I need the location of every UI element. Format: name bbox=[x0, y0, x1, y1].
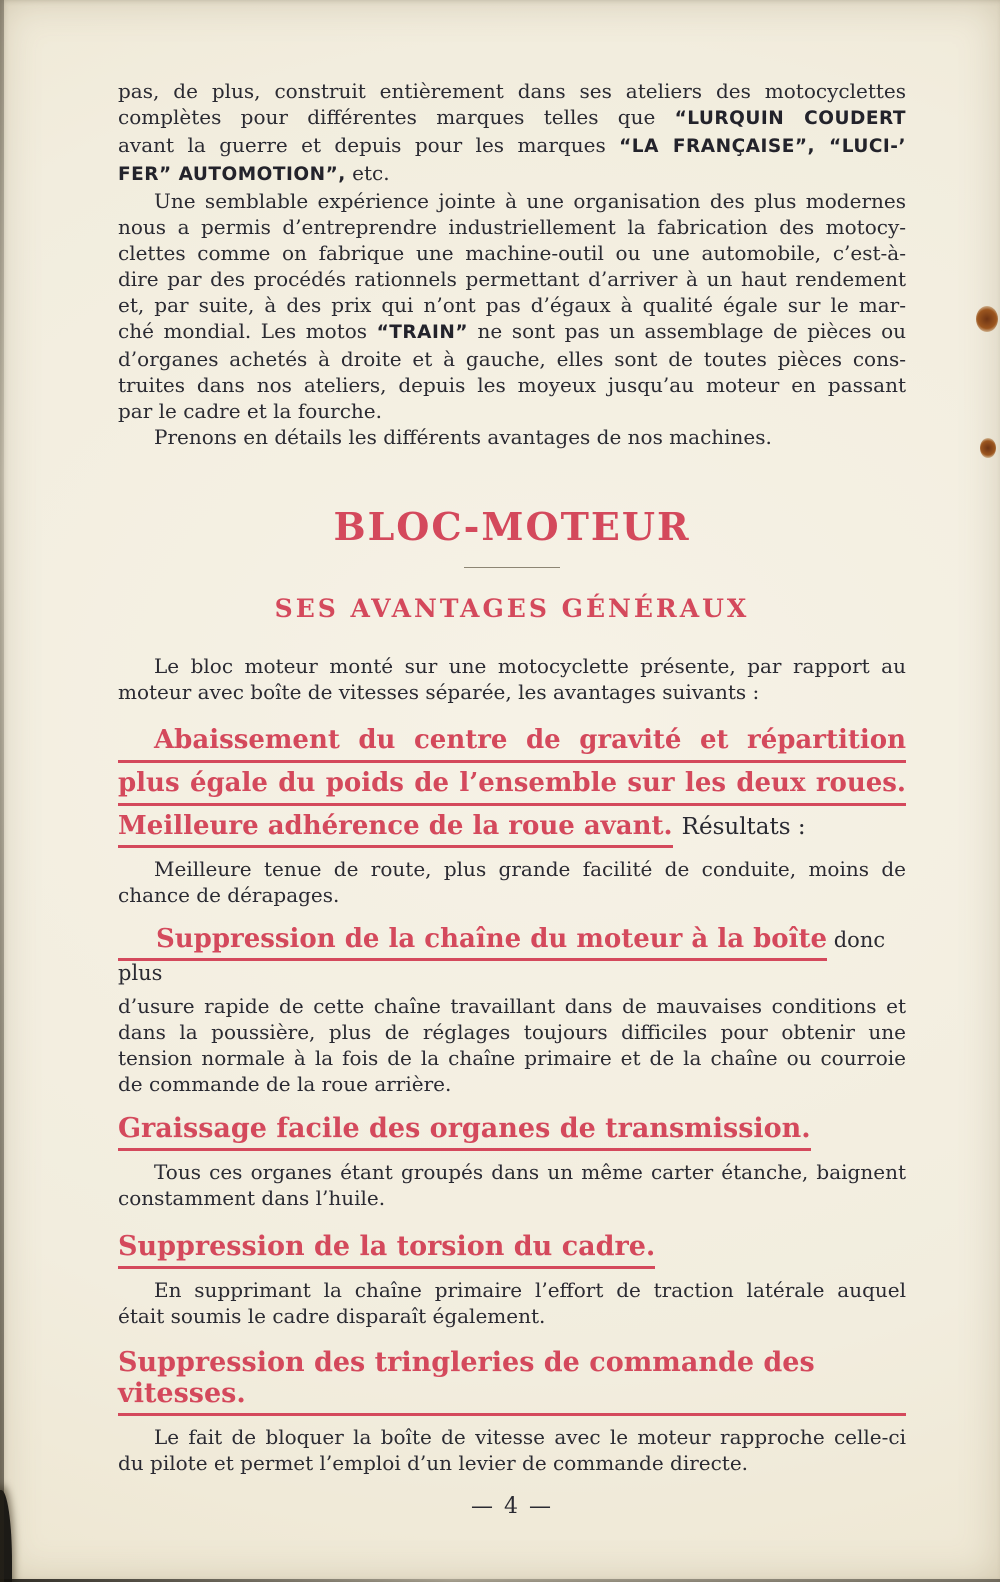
text-line bbox=[118, 132, 906, 160]
page-content bbox=[118, 78, 906, 1519]
text-segment: par le cadre et la fourche. bbox=[118, 399, 382, 423]
text-line bbox=[118, 1424, 906, 1450]
text-segment: Meilleure tenue de route, plus grande facilité de conduite, moins de bbox=[154, 857, 906, 881]
text-segment: ne sont pas un assemblage de pièces ou bbox=[468, 319, 907, 343]
results-label: Résultats : bbox=[681, 814, 806, 840]
text-segment: Une semblable expérience jointe à une organisation des plus modernes bbox=[154, 189, 906, 213]
text-line bbox=[118, 266, 906, 292]
advantage-4-body bbox=[118, 1277, 906, 1329]
advantage-1-heading-line-1: Abaissement du centre de gravité et répartition bbox=[118, 725, 906, 763]
text-line bbox=[118, 346, 906, 372]
advantage-2-heading-red-part: Suppression de la chaîne du moteur à la boîte bbox=[156, 924, 828, 954]
text-line bbox=[118, 993, 906, 1019]
advantage-2-body bbox=[118, 993, 906, 1097]
text-line bbox=[118, 292, 906, 318]
advantage-5-heading-red-part: Suppression des tringleries de commande des vitesses. bbox=[118, 1347, 906, 1416]
section-divider bbox=[464, 567, 560, 568]
text-segment: dire par des procédés rationnels permettant d’arriver à un haut rendement bbox=[118, 267, 906, 291]
text-line bbox=[118, 1277, 906, 1303]
advantage-1-heading-line-2: plus égale du poids de l’ensemble sur les deux roues. bbox=[118, 768, 906, 806]
advantage-2-heading-suffix: donc plus bbox=[118, 928, 886, 985]
text-segment: tension normale à la fois de la chaîne primaire et de la chaîne ou courroie bbox=[118, 1046, 906, 1070]
text-segment: de commande de la roue arrière. bbox=[118, 1072, 452, 1096]
advantage-2-heading bbox=[118, 924, 906, 985]
text-line bbox=[118, 1159, 906, 1185]
text-line bbox=[118, 1450, 906, 1476]
advantage-1-body bbox=[118, 856, 906, 908]
text-line bbox=[118, 1045, 906, 1071]
text-line bbox=[118, 240, 906, 266]
advantage-1-heading bbox=[118, 725, 906, 848]
text-line bbox=[118, 188, 906, 214]
text-segment: d’usure rapide de cette chaîne travaillant dans de mauvaises conditions et bbox=[118, 994, 906, 1018]
text-segment: Prenons en détails les différents avantages de nos machines. bbox=[154, 425, 772, 449]
text-line bbox=[118, 104, 906, 132]
page-number: — 4 — bbox=[471, 1494, 553, 1519]
text-line bbox=[118, 653, 906, 679]
text-segment: complètes pour différentes marques telles que bbox=[118, 105, 675, 129]
text-segment: et, par suite, à des prix qui n’ont pas d’égaux à qualité égale sur le mar- bbox=[118, 293, 906, 317]
text-line bbox=[118, 318, 906, 346]
text-segment: du pilote et permet l’emploi d’un levier de commande directe. bbox=[118, 1451, 749, 1475]
text-segment: pas, de plus, construit entièrement dans ses ateliers des motocyclettes bbox=[118, 79, 906, 103]
advantage-3-heading bbox=[118, 1113, 906, 1151]
section-title: BLOC-MOTEUR bbox=[333, 504, 691, 549]
advantage-5-heading bbox=[118, 1347, 906, 1416]
paragraph-advantages-intro bbox=[118, 653, 906, 705]
text-line bbox=[118, 1071, 906, 1097]
text-line bbox=[118, 679, 906, 705]
text-line bbox=[118, 78, 906, 104]
section-subtitle: SES AVANTAGES GÉNÉRAUX bbox=[274, 594, 750, 623]
text-segment: d’organes achetés à droite et à gauche, elles sont de toutes pièces cons- bbox=[118, 347, 906, 371]
brand-name: FER” AUTOMOTION”, bbox=[118, 164, 346, 185]
text-segment: Le fait de bloquer la boîte de vitesse avec le moteur rapproche celle-ci bbox=[154, 1425, 906, 1449]
advantage-1-heading-line-3 bbox=[118, 811, 906, 848]
advantage-4-heading bbox=[118, 1231, 906, 1269]
text-segment: Le bloc moteur monté sur une motocyclette présente, par rapport au bbox=[154, 654, 906, 678]
text-segment: clettes comme on fabrique une machine-outil ou une automobile, c’est-à- bbox=[118, 241, 906, 265]
text-segment: avant la guerre et depuis pour les marques bbox=[118, 133, 620, 157]
text-line bbox=[118, 856, 906, 882]
text-segment: etc. bbox=[345, 161, 390, 185]
advantage-1-heading-red-part: Meilleure adhérence de la roue avant. bbox=[118, 811, 673, 848]
text-segment: constamment dans l’huile. bbox=[118, 1186, 386, 1210]
advantage-5-body bbox=[118, 1424, 906, 1476]
text-segment: Tous ces organes étant groupés dans un même carter étanche, baignent bbox=[154, 1160, 906, 1184]
page-left-edge bbox=[0, 0, 4, 1582]
text-segment: chance de dérapages. bbox=[118, 883, 340, 907]
text-segment: moteur avec boîte de vitesses séparée, les avantages suivants : bbox=[118, 680, 760, 704]
text-line bbox=[118, 1019, 906, 1045]
brand-name: “LA FRANÇAISE”, “LUCI-’ bbox=[619, 136, 907, 157]
text-segment: truites dans nos ateliers, depuis les moyeux jusqu’au moteur en passant bbox=[118, 373, 906, 397]
text-line bbox=[118, 424, 906, 450]
text-line bbox=[118, 372, 906, 398]
text-segment: nous a permis d’entreprendre industriellement la fabrication des motocy- bbox=[118, 215, 906, 239]
text-line bbox=[118, 214, 906, 240]
text-line bbox=[118, 398, 906, 424]
paragraph-intro-3 bbox=[118, 424, 906, 450]
advantage-2-underline bbox=[118, 924, 827, 961]
brand-name: “LURQUIN COUDERT bbox=[674, 108, 907, 129]
advantage-3-body bbox=[118, 1159, 906, 1211]
text-segment: En supprimant la chaîne primaire l’effort de traction latérale auquel bbox=[154, 1278, 906, 1302]
text-line bbox=[118, 882, 906, 908]
text-line bbox=[118, 1185, 906, 1211]
advantage-3-heading-red-part: Graissage facile des organes de transmission. bbox=[118, 1113, 811, 1151]
brand-name: “TRAIN” bbox=[376, 322, 468, 343]
text-segment: était soumis le cadre disparaît également. bbox=[118, 1304, 546, 1328]
paragraph-intro-2 bbox=[118, 188, 906, 424]
text-segment: dans la poussière, plus de réglages toujours difficiles pour obtenir une bbox=[118, 1020, 906, 1044]
text-line bbox=[118, 160, 906, 188]
rust-spot bbox=[980, 438, 996, 458]
text-line bbox=[118, 1303, 906, 1329]
advantage-4-heading-red-part: Suppression de la torsion du cadre. bbox=[118, 1231, 655, 1269]
paragraph-intro-1 bbox=[118, 78, 906, 188]
text-segment: ché mondial. Les motos bbox=[118, 319, 377, 343]
rust-spot bbox=[976, 306, 998, 332]
